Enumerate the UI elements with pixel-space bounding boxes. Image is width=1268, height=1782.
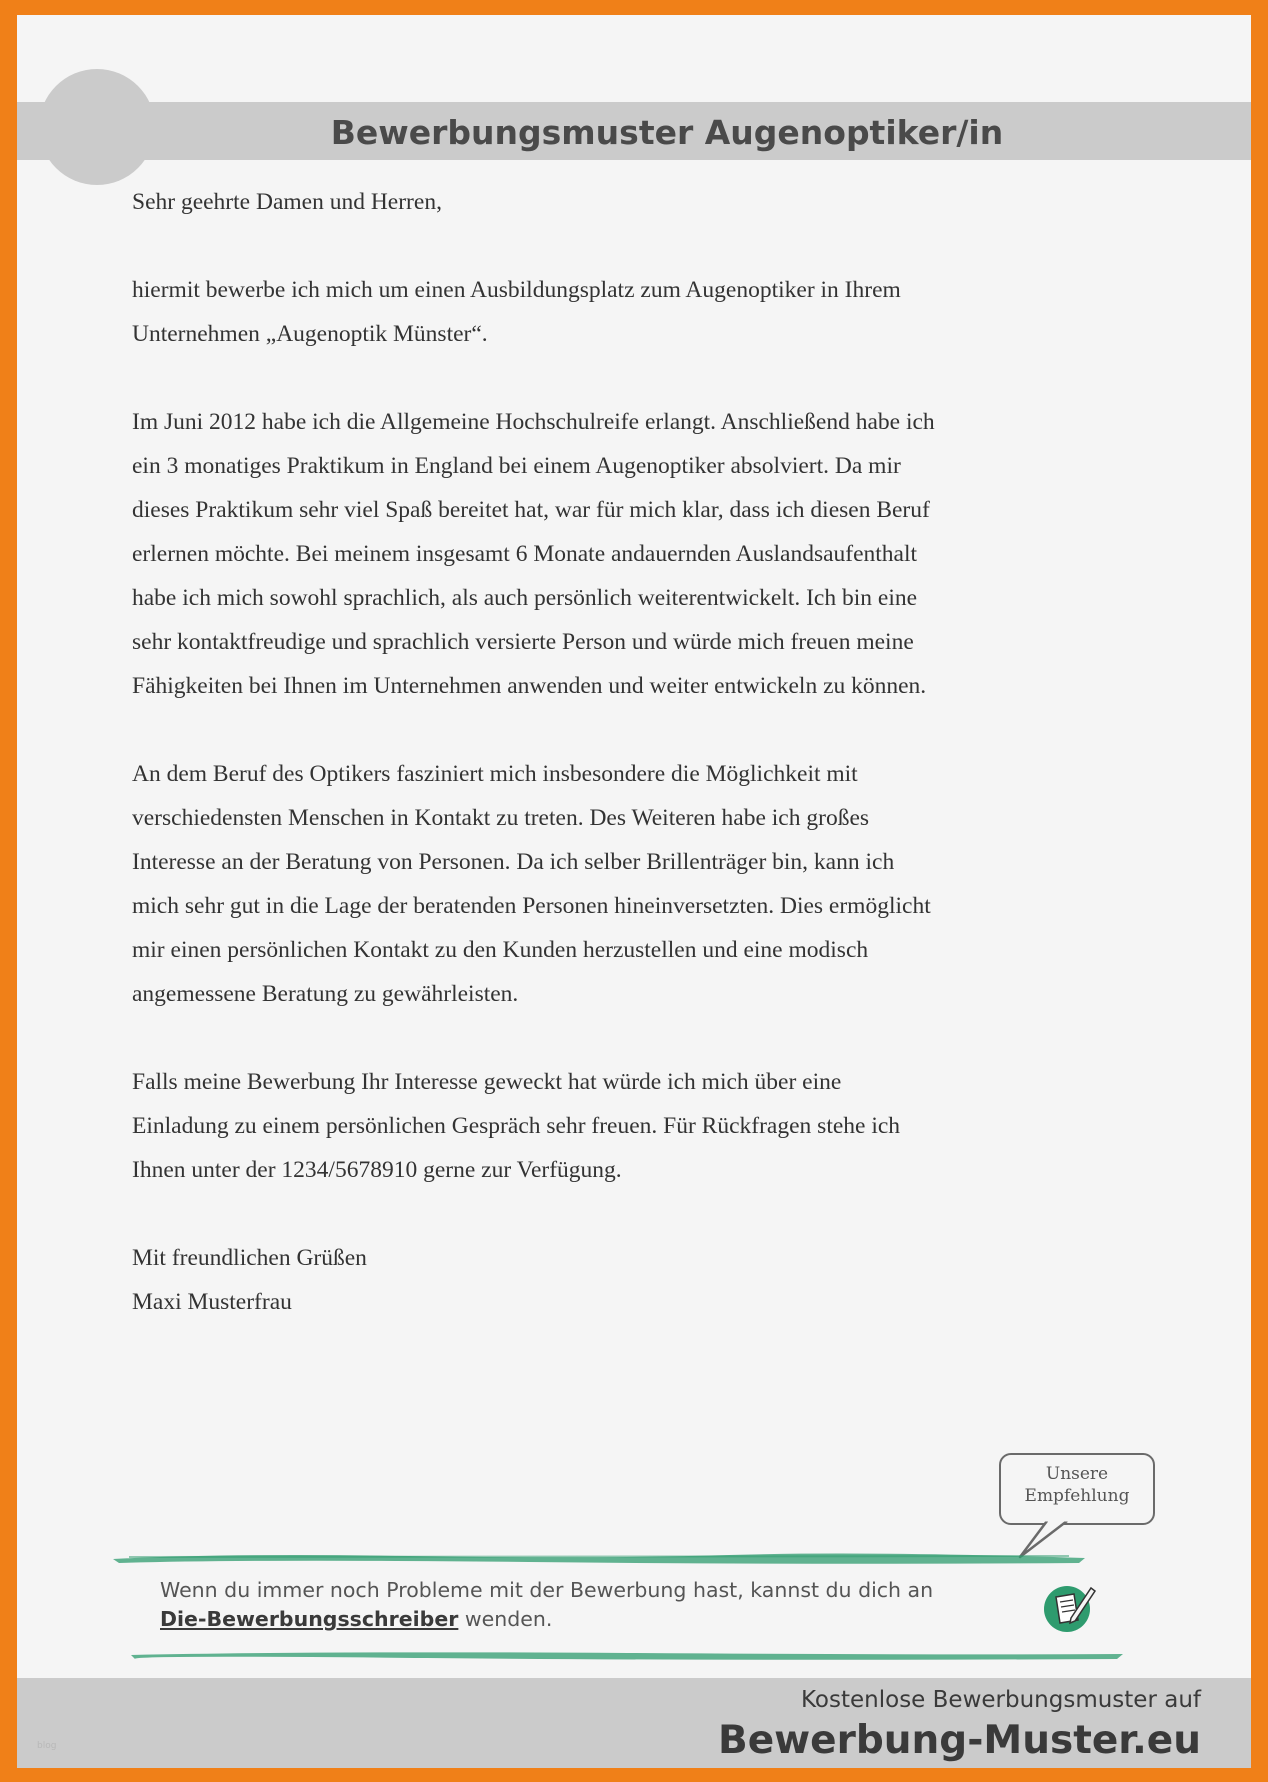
- recommendation-bubble: [999, 1453, 1155, 1525]
- letter-line: hiermit bewerbe ich mich um einen Ausbildungsplatz zum Augenoptiker in Ihrem: [132, 277, 901, 303]
- letter-line: angemessene Beratung zu gewährleisten.: [132, 981, 519, 1007]
- letter-signature: Maxi Musterfrau: [132, 1289, 292, 1315]
- letter-line: verschiedensten Menschen in Kontakt zu treten. Des Weiteren habe ich großes: [132, 805, 870, 831]
- footer-site-name[interactable]: Bewerbung-Muster.eu: [717, 1718, 1201, 1763]
- letter-line: Fähigkeiten bei Ihnen im Unternehmen anwenden und weiter entwickeln zu können.: [132, 673, 927, 699]
- recommendation-line-1: Unsere: [1045, 1464, 1109, 1484]
- footer-watermark-text: blog: [37, 1741, 57, 1751]
- hint-text-suffix: wenden.: [458, 1607, 553, 1631]
- letter-closing: Mit freundlichen Grüßen: [132, 1245, 367, 1271]
- letter-line: sehr kontaktfreudige und sprachlich versierte Person und würde mich freuen meine: [132, 629, 914, 655]
- letter-line: mich sehr gut in die Lage der beratenden Personen hineinversetzten. Dies ermöglicht: [132, 893, 931, 919]
- letter-line: Falls meine Bewerbung Ihr Interesse geweckt hat würde ich mich über eine: [132, 1069, 842, 1095]
- hint-text-line-1: Wenn du immer noch Probleme mit der Bewerbung hast, kannst du dich an: [160, 1578, 934, 1602]
- letter-line: dieses Praktikum sehr viel Spaß bereitet hat, war für mich klar, dass ich diesen Beruf: [132, 497, 930, 523]
- letter-greeting: Sehr geehrte Damen und Herren,: [132, 189, 442, 215]
- hint-text-line-2: [160, 1605, 933, 1634]
- letter-line: Unternehmen „Augenoptik Münster“.: [132, 321, 488, 347]
- bottom-brush-stroke: [127, 1647, 1127, 1663]
- letter-line: habe ich mich sowohl sprachlich, als auch persönlich weiterentwickelt. Ich bin eine: [132, 585, 918, 611]
- top-brush-stroke: [109, 1550, 1089, 1568]
- document-title: Bewerbungsmuster Augenoptiker/in: [330, 113, 1004, 152]
- help-hint: [160, 1576, 933, 1634]
- footer-tagline: Kostenlose Bewerbungsmuster auf: [801, 1687, 1201, 1713]
- letter-line: ein 3 monatiges Praktikum in England bei einem Augenoptiker absolviert. Da mir: [132, 453, 901, 479]
- letter-line: Einladung zu einem persönlichen Gespräch sehr freuen. Für Rückfragen stehe ich: [132, 1113, 901, 1139]
- recommendation-text: [1001, 1463, 1153, 1507]
- letter-line: An dem Beruf des Optikers fasziniert mich insbesondere die Möglichkeit mit: [132, 761, 858, 787]
- letter-line: Ihnen unter der 1234/5678910 gerne zur Verfügung.: [132, 1157, 622, 1183]
- bewerbungsschreiber-link[interactable]: Die-Bewerbungsschreiber: [160, 1607, 459, 1631]
- letter-line: Interesse an der Beratung von Personen. Da ich selber Brillenträger bin, kann ich: [132, 849, 895, 875]
- letter-line: mir einen persönlichen Kontakt zu den Kunden herzustellen und eine modisch: [132, 937, 869, 963]
- document-page: [17, 15, 1251, 1768]
- recommendation-line-2: Empfehlung: [1024, 1486, 1130, 1506]
- document-pen-icon[interactable]: [1043, 1580, 1097, 1634]
- letter-line: Im Juni 2012 habe ich die Allgemeine Hochschulreife erlangt. Anschließend habe ich: [132, 409, 935, 435]
- letter-line: erlernen möchte. Bei meinem insgesamt 6 Monate andauernden Auslandsaufenthalt: [132, 541, 918, 567]
